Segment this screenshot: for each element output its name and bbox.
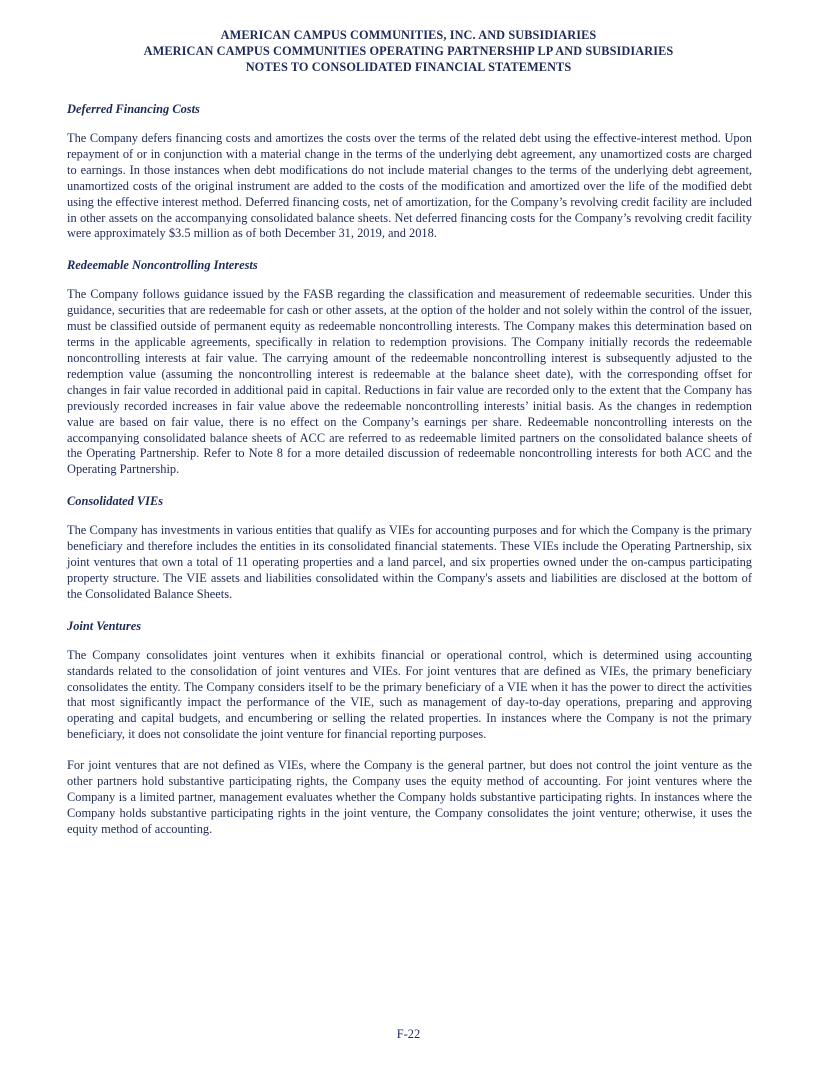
section-heading: Deferred Financing Costs [67, 102, 200, 116]
section-heading: Joint Ventures [67, 618, 142, 633]
section-paragraph: The Company defers financing costs and amortizes the costs over the terms of the related debt using the effective-interest method. Upon repayment of or in conjunction with a material change in the terms of the underlying debt agreement, any unamortized costs are charged to earnings. In those instances when debt modifications do not include material changes to the terms of the underlying debt agreement, unamortized costs of the original instrument are added to the costs of the modification and amortized over the life of the modified debt using the effective interest method. Deferred financing costs, net of amortization, for the Company’s revolving credit facility are included in other assets on the accompanying consolidated balance sheets. Net deferred financing costs for the Company’s revolving credit facility were approximately $3.5 million as of both December 31, 2019, and 2018. [67, 131, 752, 241]
section-deferred-financing-costs [67, 101, 752, 242]
page-content [67, 101, 752, 853]
page-header [0, 28, 817, 75]
section-joint-ventures [67, 618, 752, 838]
page-number: F-22 [396, 1027, 421, 1041]
header-notes-title: NOTES TO CONSOLIDATED FINANCIAL STATEMENTS [245, 59, 572, 74]
section-paragraph: The Company has investments in various entities that qualify as VIEs for accounting purposes and for which the Company is the primary beneficiary and therefore includes the entities in its consolidated financial statements. These VIEs include the Operating Partnership, six joint ventures that own a total of 11 operating properties and a land parcel, and six properties owned under the on-campus participating property structure. The VIE assets and liabilities consolidated within the Company's assets and liabilities are disclosed at the bottom of the Consolidated Balance Sheets. [67, 523, 752, 601]
section-heading: Redeemable Noncontrolling Interests [67, 258, 258, 273]
header-company-line: AMERICAN CAMPUS COMMUNITIES, INC. AND SUBSIDIARIES [220, 28, 597, 42]
header-partnership-line: AMERICAN CAMPUS COMMUNITIES OPERATING PARTNERSHIP LP AND SUBSIDIARIES [143, 43, 674, 58]
section-redeemable-noncontrolling-interests [67, 257, 752, 478]
section-paragraph: The Company consolidates joint ventures when it exhibits financial or operational control, which is determined using accounting standards related to the consolidation of joint ventures and VIEs. For joint ventures that are defined as VIEs, the primary beneficiary consolidates the entity. The Company considers itself to be the primary beneficiary of a VIE when it has the power to direct the activities that most significantly impact the performance of the VIE, such as management of day-to-day operations, preparing and approving operating and capital budgets, and encumbering or selling the related properties. In instances where the Company is not the primary beneficiary, it does not consolidate the joint venture for financial reporting purposes. [67, 647, 752, 742]
section-consolidated-vies [67, 493, 752, 603]
section-paragraph: For joint ventures that are not defined as VIEs, where the Company is the general partner, but does not control the joint venture as the other partners hold substantive participating rights, the Company uses the equity method of accounting. For joint ventures where the Company is a limited partner, management evaluates whether the Company holds substantive participating rights. In instances where the Company holds substantive participating rights in the joint venture, the Company consolidates the joint venture; otherwise, it uses the equity method of accounting. [67, 758, 752, 836]
section-heading: Consolidated VIEs [67, 494, 164, 509]
section-paragraph: The Company follows guidance issued by the FASB regarding the classification and measurement of redeemable securities. Under this guidance, securities that are redeemable for cash or other assets, at the option of the holder and not solely within the control of the issuer, must be classified outside of permanent equity as redeemable noncontrolling interests. The Company makes this determination based on terms in the applicable agreements, specifically in relation to redemption provisions. The Company initially records the redeemable noncontrolling interests at fair value. The carrying amount of the redeemable noncontrolling interest is subsequently adjusted to the redemption value (assuming the noncontrolling interest is redeemable at the balance sheet date), with the corresponding offset for changes in fair value recorded in additional paid in capital. Reductions in fair value are recorded only to the extent that the Company has previously recorded increases in fair value above the redeemable noncontrolling interests’ initial basis. As the changes in redemption value are based on fair value, there is no effect on the Company’s earnings per share. Redeemable noncontrolling interests on the accompanying consolidated balance sheets of ACC are referred to as redeemable limited partners on the consolidated balance sheets of the Operating Partnership. Refer to Note 8 for a more detailed discussion of redeemable noncontrolling interests for both ACC and the Operating Partnership. [67, 287, 752, 477]
